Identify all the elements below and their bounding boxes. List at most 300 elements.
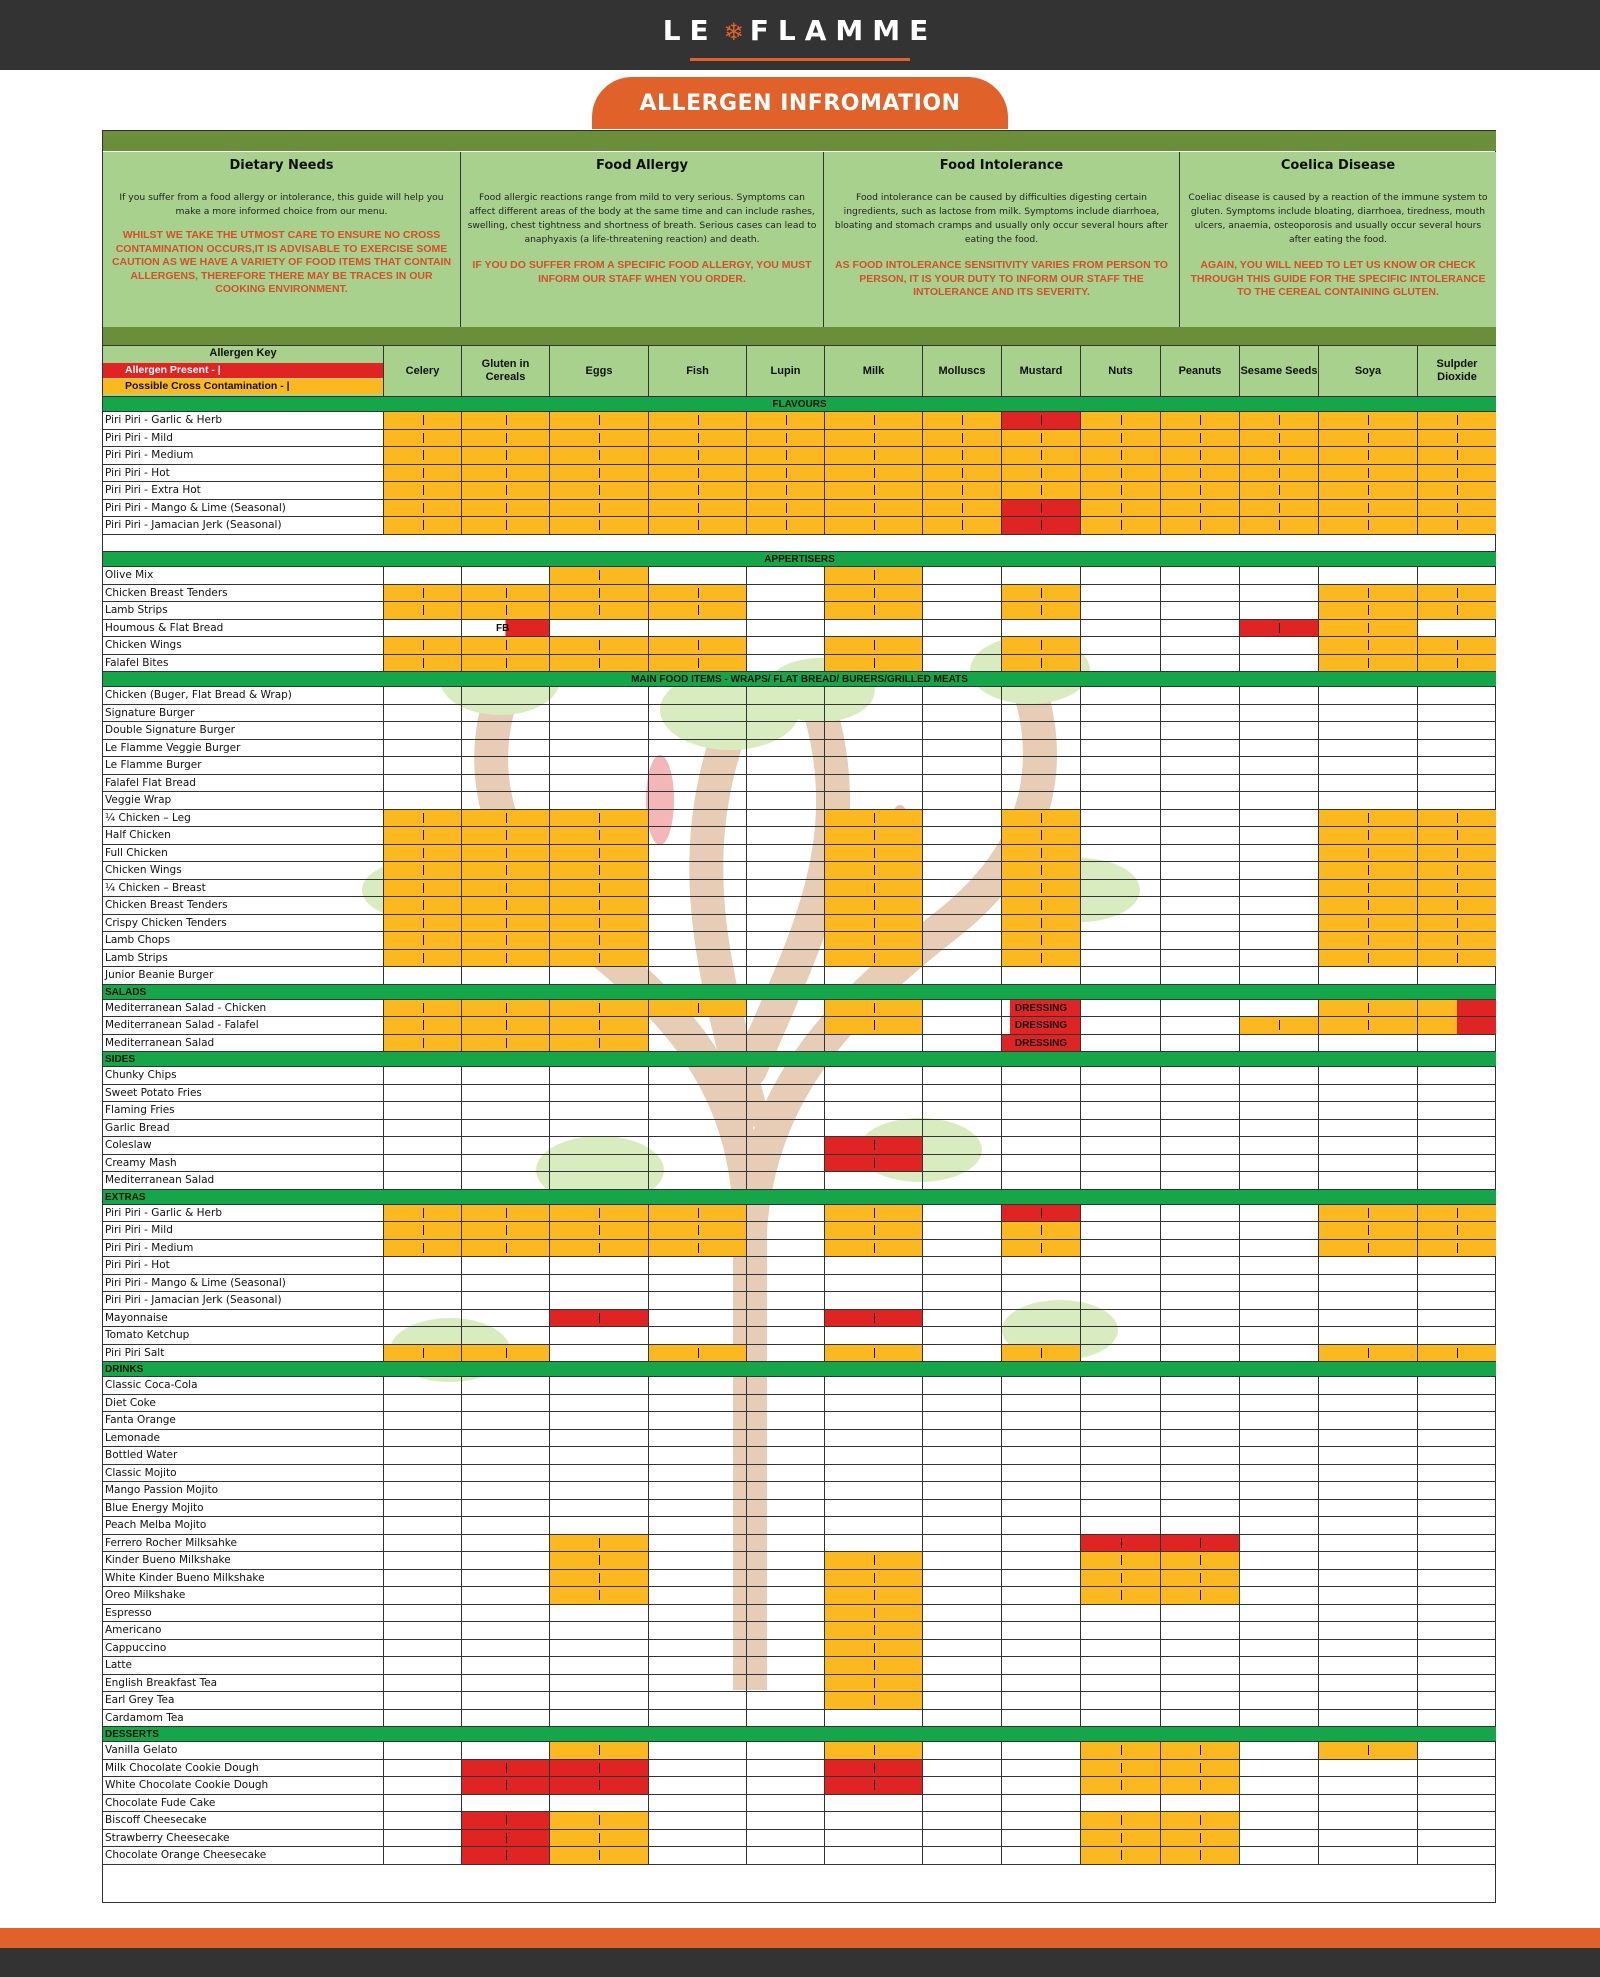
allergen-cell (1160, 740, 1239, 757)
menu-item-row (103, 1517, 1496, 1535)
allergen-cell (1318, 1447, 1417, 1464)
allergen-cell (1001, 897, 1080, 914)
menu-item-row (103, 1275, 1496, 1293)
menu-item-name: Chocolate Fude Cake (105, 1796, 216, 1809)
allergen-cell (549, 1675, 648, 1692)
allergen-cell (648, 1327, 746, 1344)
allergen-cell (648, 1777, 746, 1794)
allergen-cell (1239, 775, 1318, 792)
allergen-cell (549, 1640, 648, 1657)
allergen-cell (824, 1205, 922, 1222)
menu-item-name: Kinder Bueno Milkshake (105, 1554, 231, 1566)
allergen-cell (1080, 1205, 1160, 1222)
allergen-cell (549, 1830, 648, 1847)
allergen-cell (1239, 517, 1318, 534)
allergen-cell (1001, 950, 1080, 967)
allergen-cell (824, 1760, 922, 1777)
allergen-cell (1417, 1570, 1496, 1587)
allergen-cell (824, 1172, 922, 1189)
allergen-cell (1160, 1812, 1239, 1829)
menu-item-row (103, 722, 1496, 740)
allergen-cell (1160, 1345, 1239, 1362)
allergen-cell (461, 1240, 549, 1257)
allergen-cell (746, 1137, 824, 1154)
menu-item-name: Piri Piri - Garlic & Herb (105, 1206, 223, 1219)
allergen-cell (746, 482, 824, 499)
info-warning: AGAIN, YOU WILL NEED TO LET US KNOW OR CHECK THROUGH THIS GUIDE FOR THE SPECIFIC INTOLERANCE TO THE CEREAL CONTAINING GLUTEN. (1190, 259, 1486, 298)
allergen-cell (461, 757, 549, 774)
menu-item-row (103, 1377, 1496, 1395)
allergen-cell (461, 482, 549, 499)
allergen-cell (549, 1710, 648, 1727)
menu-item-row (103, 1172, 1496, 1190)
allergen-cell (824, 465, 922, 482)
allergen-cell (461, 1205, 549, 1222)
allergen-cell (1160, 412, 1239, 429)
allergen-cell (1080, 1777, 1160, 1794)
menu-item-row (103, 1535, 1496, 1553)
allergen-cell (1318, 862, 1417, 879)
allergen-cell (383, 1605, 461, 1622)
allergen-cell (1160, 1692, 1239, 1709)
allergen-cell (549, 500, 648, 517)
menu-item-name: Chicken Breast Tenders (105, 899, 228, 911)
allergen-cell (383, 740, 461, 757)
allergen-cell (461, 1017, 549, 1034)
menu-item-name: Piri Piri - Mango & Lime (Seasonal) (105, 501, 286, 514)
page-title: ALLERGEN INFROMATION (592, 77, 1008, 129)
allergen-cell (1160, 500, 1239, 517)
allergen-cell (922, 757, 1001, 774)
allergen-cell (1417, 1760, 1496, 1777)
allergen-cell (383, 1412, 461, 1429)
menu-item-name: Cappuccino (105, 1641, 167, 1654)
allergen-cell (461, 1447, 549, 1464)
allergen-cell (648, 585, 746, 602)
menu-item-name: Cardamom Tea (105, 1711, 184, 1724)
allergen-cell (824, 687, 922, 704)
allergen-cell (1417, 705, 1496, 722)
menu-item-name: Oreo Milkshake (105, 1589, 186, 1601)
allergen-cell (1001, 1777, 1080, 1794)
allergen-cell (746, 1205, 824, 1222)
allergen-cell (824, 1692, 922, 1709)
allergen-cell (1001, 1155, 1080, 1172)
allergen-cell (549, 775, 648, 792)
menu-item-row (103, 932, 1496, 950)
allergen-cell (922, 602, 1001, 619)
allergen-cell (461, 722, 549, 739)
allergen-cell (1160, 1710, 1239, 1727)
allergen-cell (922, 1710, 1001, 1727)
allergen-cell (461, 1395, 549, 1412)
allergen-cell (824, 1710, 922, 1727)
allergen-cell (1417, 1017, 1496, 1034)
allergen-cell (922, 705, 1001, 722)
allergen-cell (1080, 567, 1160, 584)
allergen-cell (922, 1345, 1001, 1362)
allergen-cell (1080, 620, 1160, 637)
allergen-cell (1001, 1742, 1080, 1759)
allergen-cell (383, 1587, 461, 1604)
allergen-cell (1318, 567, 1417, 584)
allergen-cell (1001, 1847, 1080, 1864)
allergen-cell (1417, 1067, 1496, 1084)
allergen-cell (1160, 1412, 1239, 1429)
allergen-cell (648, 1622, 746, 1639)
allergen-cell (1160, 1120, 1239, 1137)
menu-item-row (103, 465, 1496, 483)
allergen-cell (746, 412, 824, 429)
allergen-cell (1001, 845, 1080, 862)
allergen-cell (1239, 1395, 1318, 1412)
allergen-cell (1160, 897, 1239, 914)
allergen-cell (1318, 1137, 1417, 1154)
allergen-cell (1001, 655, 1080, 672)
allergen-cell (648, 1120, 746, 1137)
allergen-cell (922, 1327, 1001, 1344)
allergen-cell (1239, 637, 1318, 654)
allergen-cell (549, 1587, 648, 1604)
menu-item-row (103, 602, 1496, 620)
allergen-cell (922, 967, 1001, 984)
allergen-cell (549, 620, 648, 637)
allergen-cell (648, 862, 746, 879)
allergen-cell (1239, 1570, 1318, 1587)
allergen-cell (1318, 1035, 1417, 1052)
allergen-cell (648, 1847, 746, 1864)
allergen-cell (922, 1377, 1001, 1394)
allergen-cell (461, 967, 549, 984)
allergen-cell (1160, 1222, 1239, 1239)
allergen-cell (1001, 482, 1080, 499)
allergen-cell (648, 810, 746, 827)
menu-item-row (103, 1017, 1496, 1035)
allergen-cell (746, 1377, 824, 1394)
allergen-cell (824, 1447, 922, 1464)
allergen-cell (922, 500, 1001, 517)
allergen-cell (824, 1640, 922, 1657)
allergen-cell (1080, 950, 1160, 967)
allergen-cell (746, 1430, 824, 1447)
allergen-cell (1001, 465, 1080, 482)
allergen-cell (1001, 1447, 1080, 1464)
allergen-cell (648, 1675, 746, 1692)
allergen-cell (1239, 1482, 1318, 1499)
allergen-cell (1160, 705, 1239, 722)
allergen-cell (1318, 1587, 1417, 1604)
allergen-cell (1160, 845, 1239, 862)
allergen-cell (922, 845, 1001, 862)
allergen-cell (1318, 1310, 1417, 1327)
allergen-cell (824, 585, 922, 602)
allergen-cell (1160, 1760, 1239, 1777)
allergen-cell (648, 1257, 746, 1274)
allergen-cell (1160, 932, 1239, 949)
allergen-cell (1080, 1035, 1160, 1052)
allergen-cell (1239, 1292, 1318, 1309)
allergen-cell (1318, 1240, 1417, 1257)
allergen-cell (1318, 687, 1417, 704)
allergen-cell (922, 722, 1001, 739)
allergen-cell (461, 1102, 549, 1119)
allergen-cell (1239, 932, 1318, 949)
allergen-cell (1239, 1675, 1318, 1692)
allergen-cell (746, 1552, 824, 1569)
allergen-cell (648, 1500, 746, 1517)
allergen-cell (746, 1102, 824, 1119)
allergen-cell (1239, 482, 1318, 499)
allergen-cell (549, 1570, 648, 1587)
allergen-cell (461, 602, 549, 619)
allergen-cell (1417, 1847, 1496, 1864)
allergen-cell (1318, 1812, 1417, 1829)
allergen-cell (922, 620, 1001, 637)
allergen-cell (1239, 1447, 1318, 1464)
allergen-cell (1080, 775, 1160, 792)
allergen-cell (648, 1275, 746, 1292)
allergen-cell (922, 1000, 1001, 1017)
allergen-cell (1318, 1395, 1417, 1412)
allergen-cell (746, 705, 824, 722)
allergen-cell (1160, 430, 1239, 447)
allergen-cell (1318, 1067, 1417, 1084)
allergen-cell (922, 1760, 1001, 1777)
allergen-cell (1318, 1205, 1417, 1222)
allergen-cell (1160, 1847, 1239, 1864)
menu-item-row (103, 1760, 1496, 1778)
allergen-cell (922, 1482, 1001, 1499)
allergen-cell (383, 1172, 461, 1189)
allergen-cell (1160, 1017, 1239, 1034)
allergen-cell (922, 775, 1001, 792)
allergen-cell (1318, 1120, 1417, 1137)
allergen-cell (1318, 757, 1417, 774)
allergen-cell (549, 1085, 648, 1102)
allergen-cell (1001, 1172, 1080, 1189)
menu-item-name: Vanilla Gelato (105, 1744, 178, 1756)
allergen-cell (1001, 1482, 1080, 1499)
allergen-cell (824, 517, 922, 534)
allergen-cell (648, 655, 746, 672)
allergen-cell (1160, 517, 1239, 534)
allergen-cell (648, 1465, 746, 1482)
allergen-cell (549, 1137, 648, 1154)
allergen-cell (1318, 1327, 1417, 1344)
allergen-cell (824, 1035, 922, 1052)
allergen-cell (1417, 810, 1496, 827)
menu-item-row (103, 1240, 1496, 1258)
allergen-cell (1417, 1035, 1496, 1052)
allergen-column-header: Fish (648, 346, 746, 396)
allergen-cell (922, 1085, 1001, 1102)
allergen-cell (1318, 1622, 1417, 1639)
allergen-cell (1160, 1395, 1239, 1412)
allergen-cell (1080, 500, 1160, 517)
allergen-cell (922, 862, 1001, 879)
allergen-cell (922, 1257, 1001, 1274)
allergen-cell (1160, 757, 1239, 774)
allergen-cell (1239, 1377, 1318, 1394)
allergen-cell (383, 1570, 461, 1587)
allergen-cell (461, 567, 549, 584)
allergen-cell (1160, 1155, 1239, 1172)
menu-item-row (103, 1622, 1496, 1640)
allergen-cell (648, 950, 746, 967)
menu-item-row (103, 1795, 1496, 1813)
allergen-cell (1417, 932, 1496, 949)
allergen-cell (1160, 1102, 1239, 1119)
menu-item-name: Americano (105, 1624, 162, 1636)
allergen-cell (461, 1795, 549, 1812)
menu-item-name: Flaming Fries (105, 1104, 175, 1116)
allergen-cell (1160, 792, 1239, 809)
allergen-cell (1417, 827, 1496, 844)
allergen-cell (648, 567, 746, 584)
allergen-cell (383, 447, 461, 464)
allergen-cell (461, 687, 549, 704)
allergen-cell (383, 705, 461, 722)
allergen-cell (824, 1812, 922, 1829)
allergen-cell (549, 1000, 648, 1017)
allergen-cell (549, 1205, 648, 1222)
allergen-cell (746, 1465, 824, 1482)
allergen-cell (922, 1675, 1001, 1692)
allergen-cell (1001, 1085, 1080, 1102)
allergen-cell (746, 932, 824, 949)
allergen-cell (461, 1035, 549, 1052)
allergen-cell (461, 1137, 549, 1154)
allergen-cell (549, 932, 648, 949)
allergen-cell (746, 845, 824, 862)
allergen-cell (461, 500, 549, 517)
allergen-cell (1417, 1552, 1496, 1569)
menu-item-row (103, 1675, 1496, 1693)
menu-item-name: Earl Grey Tea (105, 1694, 175, 1706)
allergen-cell (648, 775, 746, 792)
allergen-cell (1001, 1830, 1080, 1847)
dressing-label: DRESSING (1014, 1002, 1068, 1014)
menu-item-name: Strawberry Cheesecake (105, 1831, 230, 1844)
allergen-cell (549, 1760, 648, 1777)
allergen-cell (549, 1310, 648, 1327)
allergen-cell (1318, 810, 1417, 827)
allergen-cell (461, 447, 549, 464)
menu-item-row (103, 517, 1496, 535)
allergen-cell (1239, 1535, 1318, 1552)
allergen-cell (461, 1085, 549, 1102)
allergen-cell (1417, 757, 1496, 774)
allergen-cell (1318, 880, 1417, 897)
allergen-cell (824, 1795, 922, 1812)
allergen-column-header: Molluscs (922, 346, 1001, 396)
allergen-cell (824, 757, 922, 774)
menu-item-name: Houmous & Flat Bread (105, 621, 224, 634)
allergen-cell (549, 1812, 648, 1829)
allergen-cell (1417, 1795, 1496, 1812)
key-allergen-present: Allergen Present - | (103, 363, 383, 378)
allergen-cell (1160, 1275, 1239, 1292)
allergen-cell (1001, 880, 1080, 897)
allergen-cell (549, 757, 648, 774)
allergen-cell (824, 1657, 922, 1674)
allergen-cell (461, 1310, 549, 1327)
allergen-cell (383, 1675, 461, 1692)
allergen-cell (461, 1587, 549, 1604)
allergen-cell (1239, 722, 1318, 739)
allergen-cell (461, 1710, 549, 1727)
menu-item-row (103, 1035, 1496, 1053)
allergen-cell (1080, 1310, 1160, 1327)
allergen-cell (648, 1035, 746, 1052)
allergen-cell (648, 740, 746, 757)
allergen-cell (549, 412, 648, 429)
allergen-cell (922, 447, 1001, 464)
menu-item-name: Olive Mix (105, 569, 154, 581)
allergen-cell (824, 1552, 922, 1569)
allergen-cell (1239, 1465, 1318, 1482)
allergen-cell (746, 775, 824, 792)
menu-item-name: Double Signature Burger (105, 724, 235, 736)
allergen-cell (1318, 967, 1417, 984)
menu-item-row (103, 687, 1496, 705)
menu-item-row (103, 1257, 1496, 1275)
allergen-cell (549, 1222, 648, 1239)
allergen-cell (824, 932, 922, 949)
allergen-cell (1417, 967, 1496, 984)
cell-label: FB (496, 622, 510, 634)
allergen-cell (1318, 1640, 1417, 1657)
allergen-cell (1239, 1310, 1318, 1327)
allergen-cell (746, 1120, 824, 1137)
allergen-cell (383, 567, 461, 584)
allergen-cell (1239, 447, 1318, 464)
allergen-cell (1417, 775, 1496, 792)
allergen-cell (1318, 1222, 1417, 1239)
allergen-cell (746, 1155, 824, 1172)
allergen-cell (1001, 775, 1080, 792)
menu-item-row (103, 1657, 1496, 1675)
allergen-cell (824, 1310, 922, 1327)
allergen-cell (922, 1517, 1001, 1534)
info-food-allergy (461, 152, 824, 327)
allergen-cell (824, 915, 922, 932)
allergen-cell (1318, 722, 1417, 739)
menu-item-name: Signature Burger (105, 706, 195, 719)
allergen-cell (1417, 412, 1496, 429)
allergen-cell (1417, 517, 1496, 534)
allergen-cell (922, 1847, 1001, 1864)
allergen-cell (1160, 482, 1239, 499)
allergen-cell (1080, 880, 1160, 897)
allergen-cell (461, 430, 549, 447)
allergen-cell (549, 845, 648, 862)
allergen-cell (824, 880, 922, 897)
allergen-cell (746, 447, 824, 464)
menu-item-row (103, 1205, 1496, 1223)
allergen-cell (746, 1500, 824, 1517)
allergen-cell (1001, 1310, 1080, 1327)
allergen-cell (1239, 620, 1318, 637)
allergen-cell (1417, 1377, 1496, 1394)
allergen-cell (383, 827, 461, 844)
allergen-cell (1417, 1675, 1496, 1692)
info-body: Coeliac disease is caused by a reaction of the immune system to gluten. Symptoms include bloating, diarrhoea, tiredness, mouth ulcers, anaemia, osteoporosis and usually occur several hours after eating the food. (1188, 192, 1488, 245)
allergen-cell (1417, 655, 1496, 672)
allergen-cell (549, 740, 648, 757)
allergen-column-header: Sesame Seeds (1239, 346, 1318, 396)
allergen-cell (461, 1257, 549, 1274)
